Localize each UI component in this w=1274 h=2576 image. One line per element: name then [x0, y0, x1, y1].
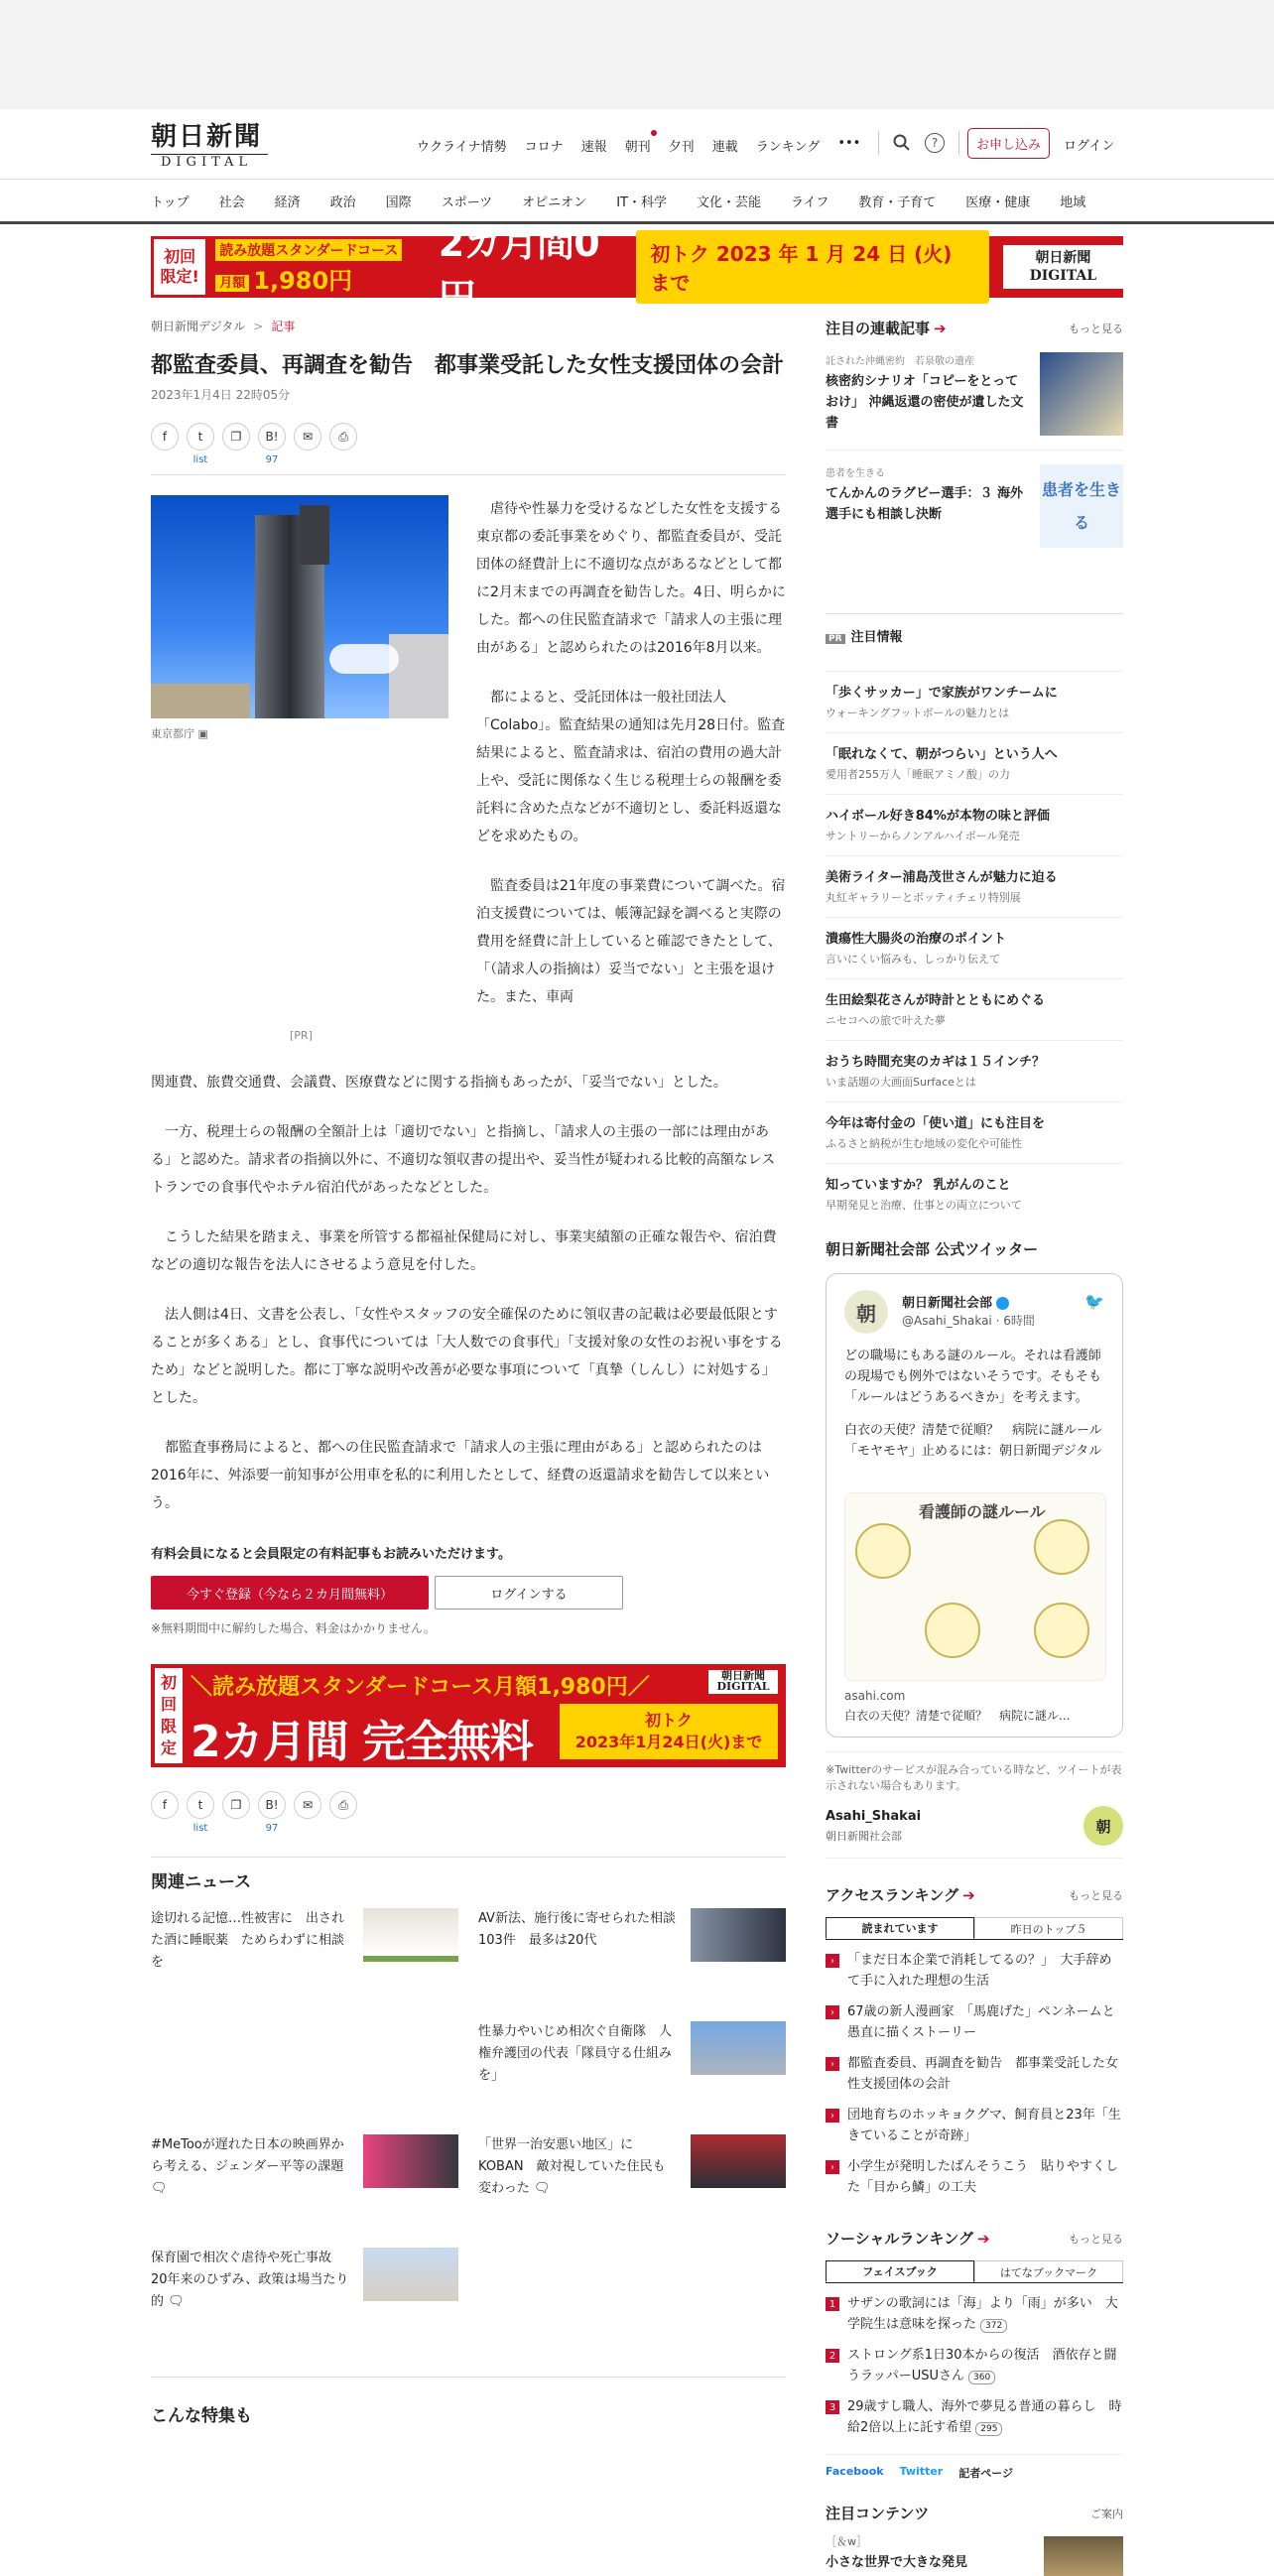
article-date: 2023年1月4日 22時05分: [151, 388, 291, 402]
series-thumbnail: [1040, 352, 1123, 436]
related-item[interactable]: [151, 2134, 458, 2224]
ranking-text: 団地育ちのホッキョクグマ、飼育員と23年「生きていることが奇跡」: [847, 2108, 1121, 2143]
article-paragraph: 都監査事務局によると、都への住民監査請求で「請求人の主張に理由がある」と認められたのは2016年に、舛添要一前知事が公用車を私的に利用したとして、経費の返還請求を勧告して以来という。: [151, 1440, 770, 1511]
promo-sub: サントリーからノンアルハイボール発売: [826, 830, 1020, 842]
promo-item[interactable]: [826, 917, 1123, 966]
topnav-evening[interactable]: 夕刊: [668, 140, 695, 155]
facebook-share-icon[interactable]: [151, 1791, 179, 1819]
banner2-free: 2カ月間 完全無料: [191, 1717, 533, 1767]
social-text: [847, 2345, 1123, 2386]
twitter-count: list: [192, 454, 208, 465]
banner2-logo: 朝日新聞 DIGITAL: [708, 1670, 778, 1694]
paywall-login-button[interactable]: ログインする: [435, 1576, 623, 1610]
paywall-message: 有料会員になると会員限定の有料記事もお読みいただけます。: [151, 1547, 511, 1562]
photo-gallery-icon[interactable]: ▣: [197, 727, 208, 740]
nav-it-science[interactable]: IT・科学: [616, 194, 667, 210]
related-thumbnail: [363, 2134, 458, 2188]
promo-title: 注目情報: [850, 630, 903, 645]
paywall-buttons: [151, 1576, 786, 1610]
twitter-share-icon[interactable]: [187, 1791, 214, 1834]
banner-logo: 朝日新聞 DIGITAL: [1003, 245, 1123, 289]
rank-marker: ›: [826, 2109, 839, 2123]
related-text: [151, 2134, 349, 2224]
site-header: [0, 109, 1274, 179]
related-thumbnail: [691, 2134, 786, 2188]
promo-sub: 早期発見と治療、仕事との両立について: [826, 1199, 1022, 1212]
hatena-label: B!: [265, 430, 279, 444]
photo-caption: [151, 725, 208, 741]
tweet-link-domain[interactable]: asahi.com: [844, 1689, 906, 1703]
print-icon[interactable]: [329, 1791, 357, 1819]
tweet-link-title[interactable]: 白衣の天使？清楚で従順？ 病院に謎ル...: [844, 1709, 1071, 1723]
verified-icon: [996, 1297, 1009, 1310]
search-icon[interactable]: [893, 134, 911, 152]
social-ranking-title-text: ソーシャルランキング: [826, 2230, 973, 2248]
divider: [878, 131, 879, 155]
site-logo[interactable]: [151, 121, 280, 170]
related-item-empty: [151, 2021, 458, 2111]
twitter-note: ※Twitterのサービスが混み合っている時など、ツイートが表示されない場合もあります。: [826, 1751, 1123, 1794]
article-paragraph: 虐待や性暴力を受けるなどした女性を支援する東京都の委託事業をめぐり、都監査委員が、受託団体の経費計上に不適切な点があるなどとして都に2月末までの再調査を勧告した。4日、明らかにした。都への住民監査請求で「請求人の主張に理由がある」と認められたのは2016年8月以来。: [476, 501, 786, 656]
breadcrumb-home[interactable]: 朝日新聞デジタル: [151, 320, 246, 333]
account-name[interactable]: Asahi_Shakai: [826, 1808, 922, 1824]
tweet-image[interactable]: [844, 1492, 1106, 1681]
banner-price: [215, 261, 429, 296]
twitter-label: t: [197, 1798, 203, 1812]
article-lead: [151, 495, 786, 1091]
related-text: [478, 2134, 677, 2224]
promo-title-text: ハイボール好き84%が本物の味と評価: [826, 809, 1050, 824]
ranking-text: 「まだ日本企業で消耗してるの？」 大手辞めて手に入れた理想の生活: [847, 1953, 1112, 1989]
promo-sub: 愛用者255万人「睡眠アミノ酸」の力: [826, 768, 1010, 781]
rank-marker: ›: [826, 1954, 839, 1968]
campaign-banner-bottom[interactable]: [151, 1664, 786, 1767]
related-item[interactable]: [478, 2021, 786, 2111]
promo-sub: 丸紅ギャラリーとボッティチェリ特別展: [826, 891, 1021, 904]
tweet-avatar[interactable]: 朝: [844, 1290, 888, 1334]
ranking-text: 67歳の新人漫画家 「馬鹿げた」ペンネームと愚直に描くストーリー: [847, 2004, 1115, 2040]
twitter-label: t: [197, 430, 203, 444]
featured-title: 注目コンテンツ: [826, 2505, 930, 2522]
bookmark-count: 295: [975, 2422, 1002, 2436]
access-tabs: [826, 1917, 1123, 1940]
nav-health[interactable]: 医療・健康: [965, 194, 1031, 210]
social-tabs: [826, 2260, 1123, 2283]
campaign-banner[interactable]: [151, 221, 1123, 320]
reporter-page-link[interactable]: 記者ページ: [958, 2467, 1013, 2480]
banner-deadline: 初トク 2023 年 1 月 24 日 (火) まで: [636, 230, 988, 304]
related-text: 性暴力やいじめ相次ぐ自衛隊 人権弁護団の代表「隊員守る仕組みを」: [478, 2024, 673, 2083]
logo-sub: DIGITAL: [151, 154, 268, 170]
header-icons: [878, 131, 959, 155]
promo-sub: ニセコへの旅で叶えた夢: [826, 1014, 946, 1027]
bookmark-count: 360: [968, 2371, 995, 2384]
promo-item[interactable]: [826, 1040, 1123, 1090]
promo-item[interactable]: [826, 794, 1123, 843]
special-feature-title: こんな特集も: [151, 2377, 786, 2426]
banner-course: [215, 239, 429, 296]
twitter-count: list: [192, 1823, 208, 1834]
hatena-count: 97: [265, 1823, 279, 1834]
logo-main: 朝日新聞: [151, 122, 263, 152]
related-text-body: 保育園で相次ぐ虐待や死亡事故 20年来のひずみ、政策は場当たり的: [151, 2251, 349, 2309]
photo-caption-text: 東京都庁: [151, 727, 194, 740]
topnav-corona[interactable]: コロナ: [524, 140, 564, 155]
pr-label: [PR]: [290, 1029, 313, 1042]
related-text: 途切れる記憶…性被害に 出された酒に睡眠薬 ためらわずに相談を: [151, 1911, 345, 1970]
ranking-item[interactable]: [826, 1950, 1123, 1992]
login-button[interactable]: ログイン: [1064, 139, 1115, 154]
nav-politics[interactable]: 政治: [329, 194, 356, 210]
nav-top[interactable]: トップ: [151, 194, 190, 210]
promo-item[interactable]: [826, 671, 1123, 720]
series-meta: 患者を生きる: [826, 468, 885, 479]
series-text: 核密約シナリオ「コピーをとっておけ」 沖縄返還の密使が遺した文書: [826, 374, 1024, 431]
promo-title-text: 知っていますか？ 乳がんのこと: [826, 1178, 1011, 1193]
banner-course-name: 読み放題スタンダードコース: [215, 239, 402, 261]
twitter-section-title: 朝日新聞社会部 公式ツイッター: [826, 1240, 1039, 1258]
share-bar-bottom: [151, 1791, 786, 1834]
hatena-share-icon[interactable]: [258, 423, 286, 465]
tweet-text-1: どの職場にもある謎のルール。それは看護師の現場でも例外ではないそうです。そもそも「ルールはどうあるべきか」を考えます。: [844, 1349, 1101, 1405]
rank-marker: ›: [826, 2160, 839, 2174]
access-ranking-header: [826, 1884, 1123, 1905]
banner-monthly-tag: 月額: [215, 275, 249, 292]
topnav-series[interactable]: 連載: [711, 140, 738, 155]
social-ranking-title[interactable]: [826, 2228, 990, 2249]
related-thumbnail: [691, 1908, 786, 1962]
rank-number: 1: [826, 2297, 839, 2311]
divider: [151, 474, 786, 475]
facebook-link[interactable]: Facebook: [826, 2465, 884, 2478]
social-text-body: サザンの歌詞には「海」より「雨」が多い 大学院生は意味を探った: [847, 2296, 1118, 2332]
pr-badge: PR: [826, 634, 845, 644]
tweet-handle: @Asahi_Shakai · 6時間: [902, 1314, 1035, 1328]
tweet-author-name: 朝日新聞社会部: [902, 1296, 993, 1311]
ranking-text: 小学生が発明したばんそうこう 貼りやすくした「目から鱗」の工夫: [847, 2159, 1119, 2195]
facebook-label: f: [162, 1798, 168, 1812]
mail-label: ✉: [302, 430, 314, 444]
top-nav: [417, 136, 878, 155]
related-news-title: 関連ニュース: [151, 1857, 786, 1892]
promo-title-text: 「眠れなくて、朝がつらい」という人へ: [826, 747, 1058, 762]
series-thumbnail-text: 患者を生きる: [1041, 480, 1121, 532]
ranking-item[interactable]: [826, 2001, 1123, 2043]
print-icon[interactable]: [329, 423, 357, 451]
related-thumbnail: [363, 2248, 458, 2301]
promo-sub: ウォーキングフットボールの魅力とは: [826, 707, 1010, 719]
promo-title-text: 今年は寄付金の「使い道」にも注目を: [826, 1116, 1046, 1131]
top-ad-space: [0, 0, 1274, 109]
related-text-body: #MeTooが遅れた日本の映画界から考える、ジェンダー平等の課題: [151, 2137, 344, 2174]
topnav-ranking[interactable]: ランキング: [755, 140, 821, 155]
twitter-account[interactable]: [826, 1806, 1123, 1859]
paywall-note: ※無料期間中に解約した場合、料金はかかりません。: [151, 1621, 436, 1635]
nav-economy[interactable]: 経済: [274, 194, 301, 210]
nav-life[interactable]: ライフ: [790, 194, 829, 210]
promo-sub: いま話題の大画面Surfaceとは: [826, 1076, 976, 1089]
ranking-item[interactable]: [826, 2053, 1123, 2095]
facebook-label: f: [162, 430, 168, 444]
topnav-ukraine[interactable]: ウクライナ情勢: [417, 140, 507, 155]
rank-number: 2: [826, 2349, 839, 2363]
twitter-bird-icon[interactable]: 🐦: [1084, 1292, 1104, 1311]
promo-item[interactable]: [826, 978, 1123, 1028]
banner-price-value: 1,980円: [253, 266, 353, 295]
tab-facebook[interactable]: フェイスブック: [826, 2260, 974, 2282]
tweet-author[interactable]: [902, 1292, 1009, 1311]
tweet-image-title: 看護師の謎ルール: [919, 1502, 1046, 1521]
related-thumbnail: [363, 1908, 458, 1962]
print-label: ⎙: [338, 429, 348, 444]
promo-title-text: 美術ライター浦島茂世さんが魅力に迫る: [826, 870, 1058, 885]
social-item[interactable]: [826, 2396, 1123, 2438]
topnav-morning[interactable]: 朝刊: [625, 136, 651, 155]
hatena-share-icon[interactable]: [258, 1791, 286, 1834]
series-item[interactable]: [826, 352, 1123, 451]
ranking-text: 都監査委員、再調査を勧告 都事業受託した女性支援団体の会計: [847, 2056, 1119, 2092]
comment-icon: 🗨: [151, 2181, 168, 2196]
tweet-card[interactable]: [826, 1273, 1123, 1738]
hatena-count: 97: [265, 454, 279, 465]
banner-first-time: 初回 限定!: [154, 239, 205, 295]
series-thumbnail: [1040, 464, 1123, 548]
share-bar: [151, 423, 786, 465]
bookmark-count: 372: [980, 2319, 1007, 2333]
tweet-text-2: 白衣の天使？清楚で従順？ 病院に謎ルール「モヤモヤ」止めるには：朝日新聞デジタル: [844, 1423, 1102, 1459]
banner2-course: ＼読み放題スタンダードコース月額1,980円／: [191, 1675, 650, 1700]
twitter-link[interactable]: Twitter: [899, 2465, 944, 2478]
facebook-share-icon[interactable]: [151, 423, 179, 451]
promo-sub: 言いにくい悩みも、しっかり伝えて: [826, 953, 1000, 966]
related-text-body: 「世界一治安悪い地区」にKOBAN 敵対視していた住民も変わった: [478, 2137, 666, 2196]
main-nav: [0, 179, 1274, 224]
social-text-body: ストロング系1日30本からの復活 酒依存と闘うラッパーUSUさん: [847, 2348, 1117, 2383]
topnav-breaking[interactable]: 速報: [580, 140, 607, 155]
series-title[interactable]: [826, 318, 947, 338]
more-icon[interactable]: •••: [837, 136, 861, 151]
social-text: [847, 2293, 1123, 2335]
promo-title-text: 潰瘍性大腸炎の治療のポイント: [826, 932, 1007, 947]
twitter-share-icon[interactable]: [187, 423, 214, 465]
social-item[interactable]: [826, 2345, 1123, 2386]
banner2-deadline: 初トク 2023年1月24日(火)まで: [560, 1704, 778, 1759]
promo-item[interactable]: [826, 1101, 1123, 1151]
article-body-right: [476, 495, 786, 1011]
mail-label: ✉: [302, 1798, 314, 1812]
nav-society[interactable]: 社会: [218, 194, 245, 210]
help-icon[interactable]: ?: [925, 133, 945, 153]
featured-text[interactable]: 小さな世界で大きな発見: [826, 2555, 968, 2570]
tweet-text: [844, 1346, 1112, 1462]
promo-sub: ふるさと納税が生む地域の変化や可能性: [826, 1137, 1022, 1150]
series-meta: 託された沖縄密約 若泉敬の遺産: [826, 356, 974, 367]
social-ranking-header: [826, 2228, 1123, 2249]
account-desc: 朝日新聞社会部: [826, 1829, 902, 1843]
account-avatar[interactable]: 朝: [1083, 1806, 1123, 1846]
access-ranking: [826, 1884, 1123, 2198]
nav-culture[interactable]: 文化・芸能: [696, 194, 761, 210]
article-paragraph: 一方、税理士らの報酬の全額計上は「適切でない」と指摘し、「請求人の主張の一部には理由がある」と認めた。請求者の指摘以外に、不適切な領収書の提出や、妥当性が疑われる比較的高額なレストランでの食事代やホテル宿泊代があったなどとした。: [151, 1124, 776, 1196]
promo-item[interactable]: [826, 732, 1123, 782]
article-paragraph: こうした結果を踏まえ、事業を所管する都福祉保健局に対し、事業実績額の正確な報告や、宿泊費などの適切な報告を法人にさせるよう意見を付した。: [151, 1229, 777, 1273]
register-button[interactable]: 今すぐ登録（今なら２カ月間無料）: [151, 1576, 429, 1610]
tab-hatena[interactable]: はてなブックマーク: [974, 2260, 1123, 2282]
promo-title-text: 「歩くサッカー」で家族がワンチームに: [826, 686, 1058, 701]
article-title: 都監査委員、再調査を勧告 都事業受託した女性支援団体の会計: [151, 353, 785, 378]
related-item[interactable]: [478, 2134, 786, 2224]
featured-guide-link[interactable]: ご案内: [1090, 2507, 1123, 2520]
social-ranking: [826, 2228, 1123, 2481]
access-ranking-title[interactable]: [826, 1884, 975, 1905]
promo-item[interactable]: [826, 855, 1123, 905]
related-news-grid: [151, 1908, 786, 2337]
ranking-item[interactable]: [826, 2105, 1123, 2146]
related-text: [151, 2248, 349, 2337]
featured-thumbnail[interactable]: [1044, 2536, 1123, 2576]
nav-education[interactable]: 教育・子育て: [858, 194, 937, 210]
arrow-right-icon: ➔: [976, 2230, 990, 2248]
series-item[interactable]: [826, 464, 1123, 562]
tab-yesterday-top5[interactable]: 昨日のトップ５: [974, 1917, 1123, 1939]
breadcrumb-current[interactable]: 記事: [271, 320, 296, 333]
comment-icon: 🗨: [168, 2294, 185, 2309]
related-item[interactable]: [478, 1908, 786, 1997]
ranking-item[interactable]: [826, 2156, 1123, 2198]
social-links: [826, 2454, 1123, 2481]
banner-free-period: 2カ月間0円: [438, 221, 599, 320]
article-paragraph: 関連費、旅費交通費、会議費、医療費などに関する指摘もあったが、「妥当でない」とした。: [151, 1075, 727, 1091]
copy-label: ❐: [230, 430, 242, 444]
series-more-link[interactable]: もっと見る: [1069, 322, 1123, 335]
featured-content: [826, 2503, 1123, 2570]
promo-header: [826, 613, 1123, 645]
access-ranking-title-text: アクセスランキング: [826, 1886, 959, 1904]
nav-opinion[interactable]: オピニオン: [522, 194, 587, 210]
rank-marker: ›: [826, 2005, 839, 2019]
article-paragraph: 監査委員は21年度の事業費について調べた。宿泊支援費については、帳簿記録を調べると実際の費用を経費に計上していると確認できたとして、「（請求人の指摘は）妥当でない」と主張を退けた。また、車両: [476, 878, 786, 1005]
promo-item[interactable]: [826, 1163, 1123, 1213]
series-header: [826, 318, 1123, 338]
sidebar: [826, 318, 1123, 2570]
nav-international[interactable]: 国際: [385, 194, 412, 210]
copy-label: ❐: [230, 1798, 242, 1812]
mail-share-icon[interactable]: [294, 1791, 321, 1819]
featured-header: [826, 2503, 1123, 2523]
featured-tag: ［＆w］: [826, 2535, 867, 2548]
article-paragraph: 法人側は4日、文書を公表し、「女性やスタッフの安全確保のために領収書の記載は必要最低限とすることが多くある」とし、食事代については「大人数での食事代」「支援対象の女性のお祝い事をするため」などと説明した。都に丁寧な説明や改善が必要な事項について「真摯（しんし）に対処する」とした。: [151, 1307, 783, 1406]
access-more-link[interactable]: もっと見る: [1069, 1888, 1123, 1902]
related-item[interactable]: [151, 1908, 458, 1997]
social-item[interactable]: [826, 2293, 1123, 2335]
promo-title-text: 生田絵梨花さんが時計とともにめぐる: [826, 993, 1046, 1008]
mail-share-icon[interactable]: [294, 423, 321, 451]
print-label: ⎙: [338, 1797, 348, 1812]
copy-link-icon[interactable]: [222, 423, 250, 451]
related-item[interactable]: [151, 2248, 458, 2337]
social-more-link[interactable]: もっと見る: [1069, 2232, 1123, 2246]
tab-most-read[interactable]: 読まれています: [826, 1917, 974, 1939]
breadcrumb: [151, 318, 786, 334]
article-photo[interactable]: [151, 495, 448, 718]
social-text: [847, 2396, 1123, 2438]
related-text: AV新法、施行後に寄せられた相談103件 最多は20代: [478, 1911, 676, 1948]
hatena-label: B!: [265, 1798, 279, 1812]
article-column: [151, 318, 786, 2426]
series-title-text: 注目の連載記事: [826, 320, 931, 337]
rank-number: 3: [826, 2400, 839, 2414]
apply-button[interactable]: お申し込み: [967, 128, 1050, 159]
banner2-first-time: 初回限定: [155, 1668, 183, 1763]
social-text-body: 29歳すし職人、海外で夢見る普通の暮らし 時給2倍以上に託す希望: [847, 2399, 1122, 2435]
arrow-right-icon: ➔: [962, 1886, 975, 1904]
rank-marker: ›: [826, 2057, 839, 2071]
divider: [958, 131, 959, 155]
related-thumbnail: [691, 2021, 786, 2075]
promo-title-text: おうち時間充実のカギは１５インチ？: [826, 1055, 1046, 1070]
copy-link-icon[interactable]: [222, 1791, 250, 1819]
article-paragraph: 都によると、受託団体は一般社団法人「Colabo」。監査結果の通知は先月28日付。監査結果によると、監査請求は、宿泊の費用の過大計上や、受託に関係なく生じる税理士らの報酬を委託料に含めた点などが不適切とし、委託料返還などを求めたもの。: [476, 690, 786, 844]
breadcrumb-separator: >: [253, 320, 264, 333]
nav-sports[interactable]: スポーツ: [441, 194, 493, 210]
series-text: てんかんのラグビー選手：３ 海外選手にも相談し決断: [826, 486, 1024, 522]
comment-icon: 🗨: [534, 2181, 551, 2196]
nav-region[interactable]: 地域: [1060, 194, 1086, 210]
arrow-right-icon: ➔: [934, 320, 947, 337]
